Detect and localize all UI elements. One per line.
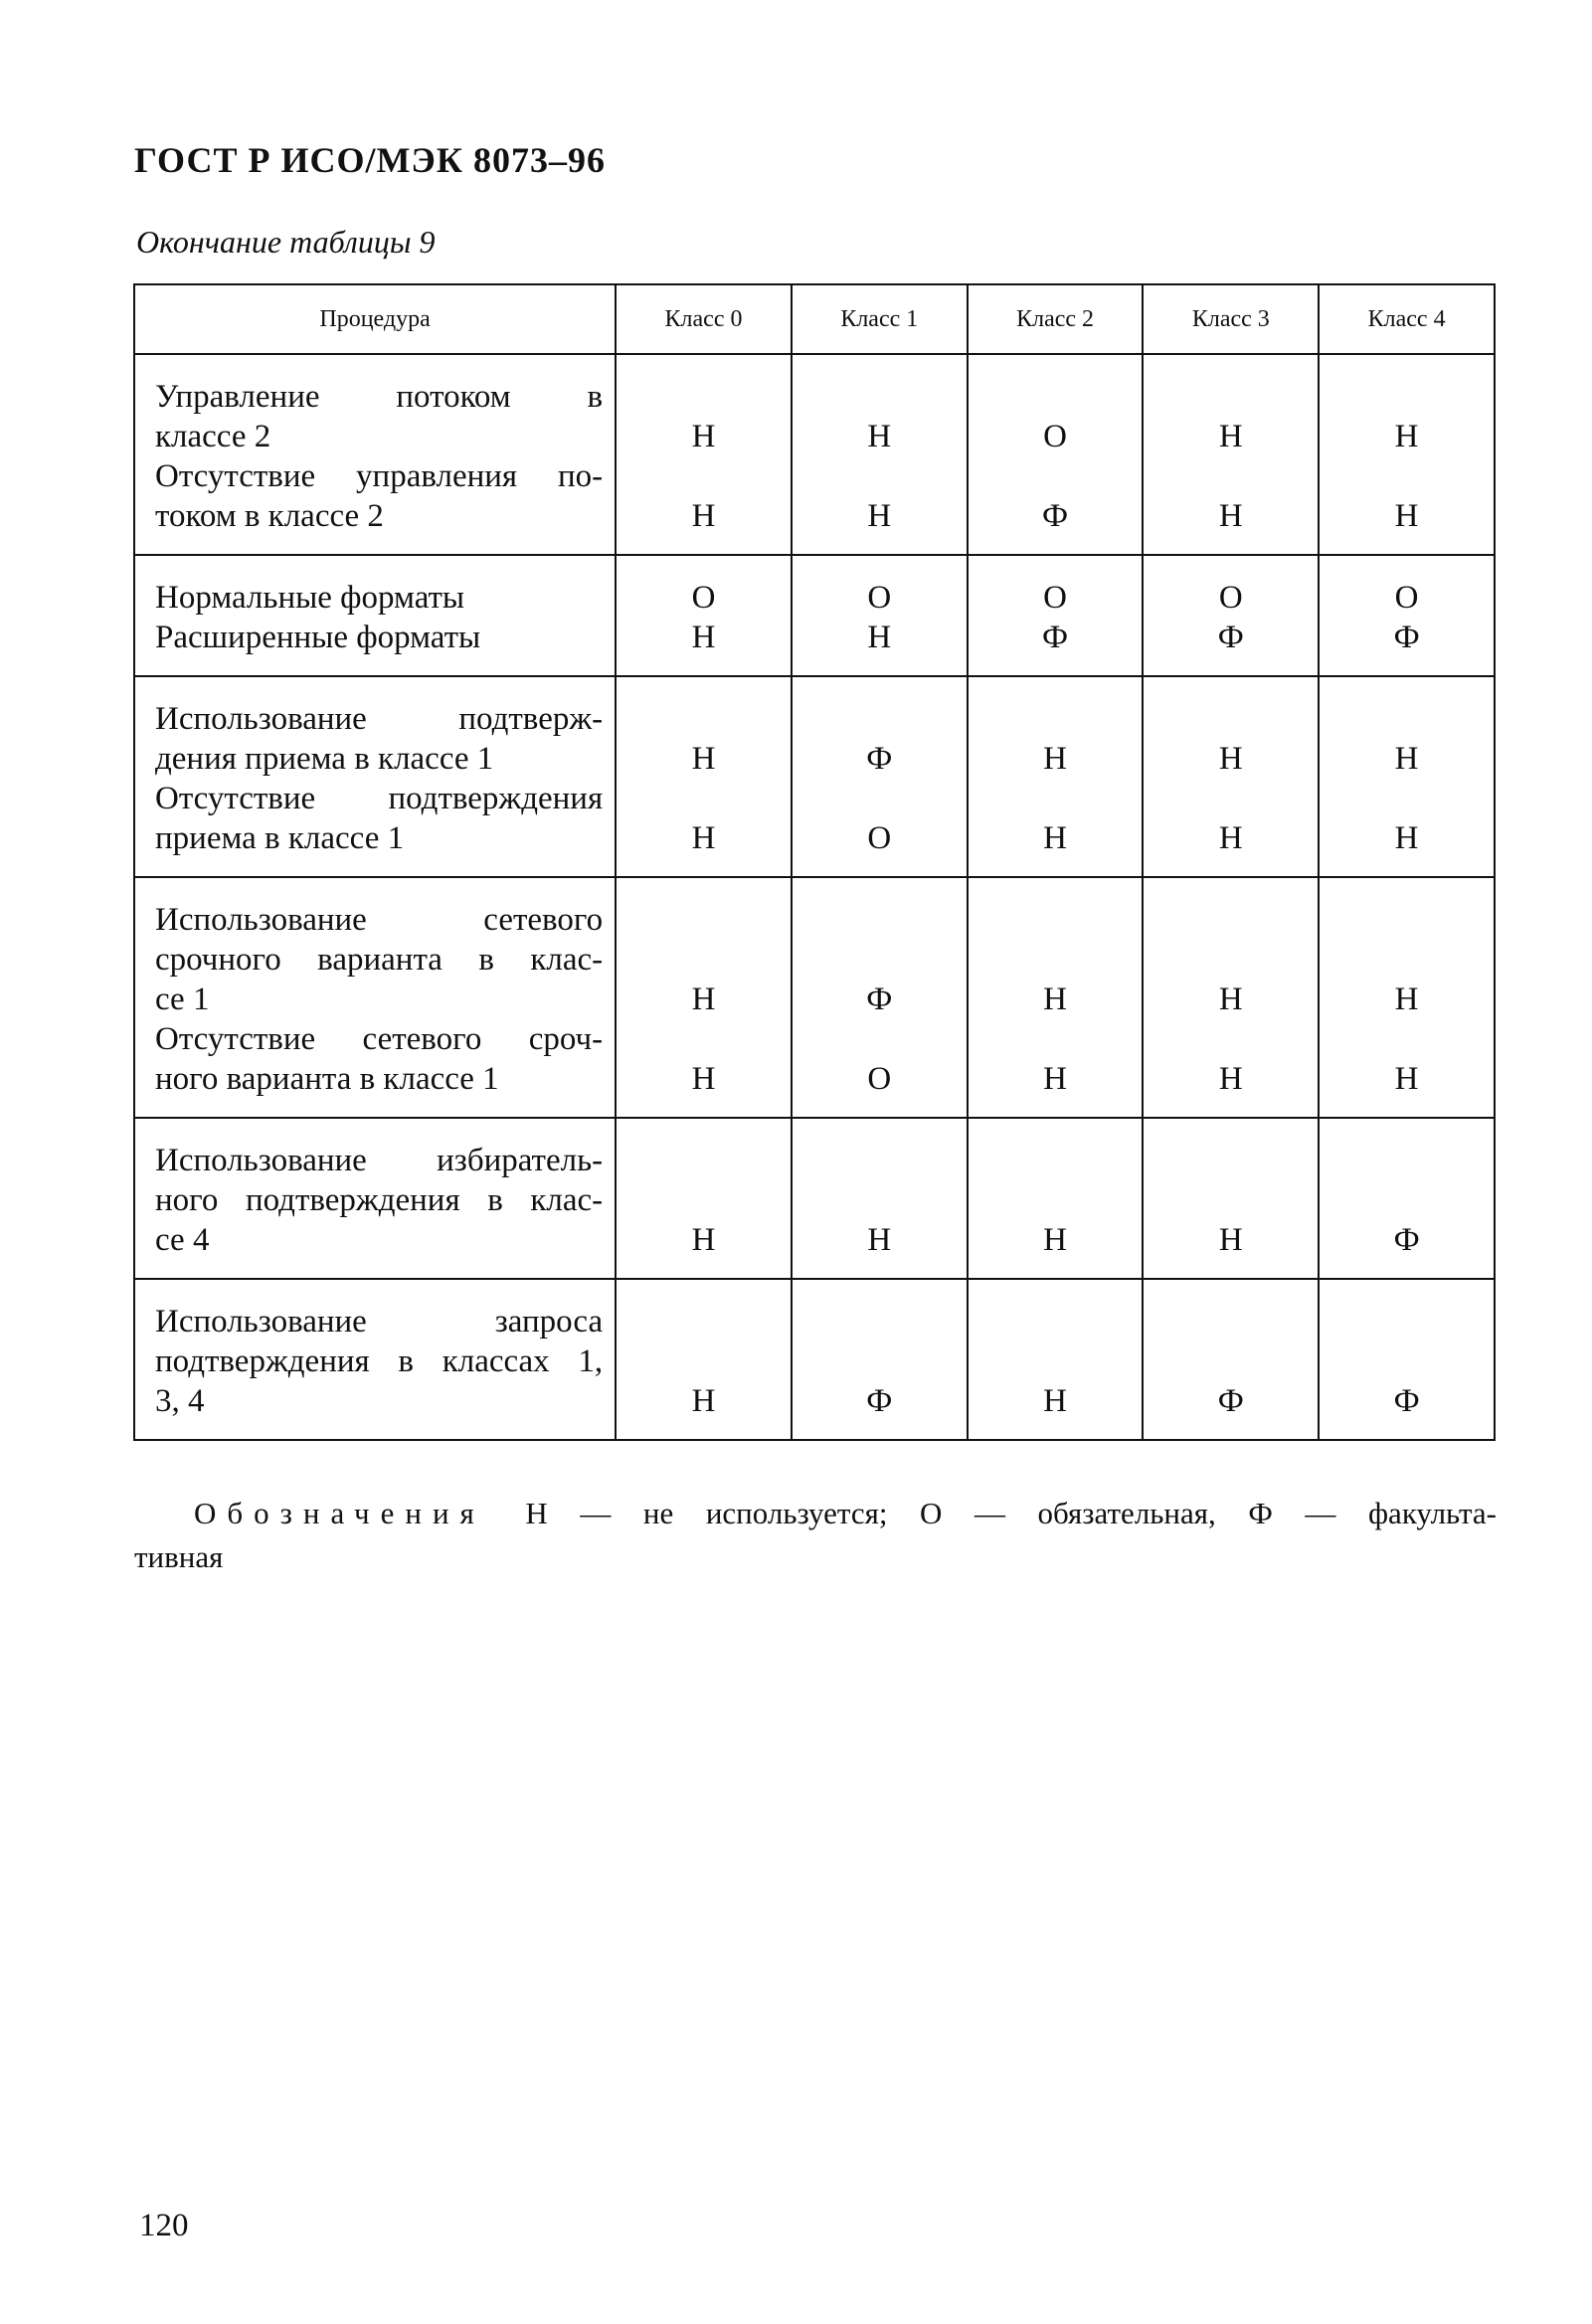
procedure-line: Расширенные форматы xyxy=(155,620,481,655)
class-value: Н xyxy=(691,620,716,655)
class-value: Н xyxy=(867,620,892,655)
class-4-cell xyxy=(1319,555,1495,676)
procedure-line: Управление потоком в xyxy=(155,379,604,415)
procedure-line: 3, 4 xyxy=(155,1383,205,1419)
legend-label: Обозначения xyxy=(194,1496,485,1530)
class-value xyxy=(969,940,1143,980)
class-value xyxy=(617,940,791,980)
class-value: Н xyxy=(1043,1383,1067,1419)
class-value: Н xyxy=(1043,1222,1067,1258)
legend-text-1: Н — не используется; О — обязательная, Ф — факульта- xyxy=(525,1496,1498,1530)
header-class-0: Класс 0 xyxy=(616,284,792,354)
procedure-line: срочного варианта в клас- xyxy=(155,942,604,978)
procedure-cell xyxy=(134,354,616,555)
header-class-2: Класс 2 xyxy=(968,284,1144,354)
class-value xyxy=(793,456,967,496)
procedure-line: Использование сетевого xyxy=(155,902,604,938)
class-value xyxy=(617,779,791,818)
class-value xyxy=(1144,1180,1318,1220)
class-value xyxy=(793,900,967,940)
class-value xyxy=(617,1341,791,1381)
class-2-cell xyxy=(968,354,1144,555)
class-value: Н xyxy=(1218,1061,1243,1097)
header-class-3: Класс 3 xyxy=(1143,284,1319,354)
procedure-class-table xyxy=(133,283,1496,1441)
class-value xyxy=(1320,1141,1494,1180)
class-value: Н xyxy=(1043,982,1067,1017)
class-value xyxy=(969,1019,1143,1059)
class-value: Н xyxy=(691,741,716,777)
class-value xyxy=(793,377,967,417)
procedure-cell xyxy=(134,1118,616,1279)
class-1-cell xyxy=(792,676,968,877)
procedure-line: Использование запроса xyxy=(155,1304,604,1340)
class-value xyxy=(1320,1302,1494,1341)
procedure-cell xyxy=(134,555,616,676)
class-value xyxy=(793,1019,967,1059)
class-0-cell xyxy=(616,676,792,877)
class-value xyxy=(969,456,1143,496)
class-0-cell xyxy=(616,1118,792,1279)
class-value xyxy=(617,377,791,417)
class-value xyxy=(969,1141,1143,1180)
class-value: Н xyxy=(1043,1061,1067,1097)
class-value: Н xyxy=(1394,1061,1419,1097)
procedure-line: се 1 xyxy=(155,982,210,1017)
class-value: Н xyxy=(691,419,716,454)
class-value: Ф xyxy=(1042,498,1069,534)
class-4-cell xyxy=(1319,1118,1495,1279)
class-value xyxy=(1144,1341,1318,1381)
class-value: Н xyxy=(1394,498,1419,534)
class-value: Н xyxy=(1218,820,1243,856)
class-value xyxy=(617,699,791,739)
table-row xyxy=(134,877,1495,1118)
procedure-line: подтверждения в классах 1, xyxy=(155,1343,604,1379)
class-value xyxy=(617,1180,791,1220)
class-value xyxy=(793,779,967,818)
class-3-cell xyxy=(1143,1279,1319,1440)
class-value: Ф xyxy=(1217,1383,1244,1419)
class-value xyxy=(793,1341,967,1381)
legend-line-1 xyxy=(134,1492,1497,1535)
class-value: Ф xyxy=(1393,620,1420,655)
class-value: Ф xyxy=(866,741,893,777)
procedure-line: Нормальные форматы xyxy=(155,580,465,616)
class-4-cell xyxy=(1319,877,1495,1118)
class-value: Н xyxy=(1218,982,1243,1017)
procedure-cell xyxy=(134,877,616,1118)
class-value: О xyxy=(691,580,716,616)
class-value: Н xyxy=(1394,982,1419,1017)
class-value: Н xyxy=(1218,1222,1243,1258)
header-class-4: Класс 4 xyxy=(1319,284,1495,354)
class-3-cell xyxy=(1143,877,1319,1118)
class-3-cell xyxy=(1143,354,1319,555)
class-value xyxy=(1144,1141,1318,1180)
class-value: Н xyxy=(691,820,716,856)
class-value xyxy=(793,1141,967,1180)
class-4-cell xyxy=(1319,676,1495,877)
table-row xyxy=(134,1118,1495,1279)
class-value xyxy=(1320,1180,1494,1220)
procedure-line: классе 2 xyxy=(155,419,271,454)
class-value: Н xyxy=(1043,820,1067,856)
procedure-line: ного подтверждения в клас- xyxy=(155,1182,604,1218)
procedure-line: се 4 xyxy=(155,1222,210,1258)
class-value xyxy=(1320,1341,1494,1381)
procedure-line: Использование подтверж- xyxy=(155,701,604,737)
class-2-cell xyxy=(968,676,1144,877)
table-caption: Окончание таблицы 9 xyxy=(136,224,436,260)
class-value: Ф xyxy=(1042,620,1069,655)
table-header-row xyxy=(134,284,1495,354)
class-value xyxy=(969,377,1143,417)
class-value: Н xyxy=(691,982,716,1017)
class-value: Н xyxy=(1394,741,1419,777)
class-value xyxy=(1320,456,1494,496)
header-procedure: Процедура xyxy=(134,284,616,354)
table-row xyxy=(134,1279,1495,1440)
class-value: Н xyxy=(691,1061,716,1097)
class-value xyxy=(1144,1302,1318,1341)
class-value xyxy=(969,900,1143,940)
class-4-cell xyxy=(1319,1279,1495,1440)
class-4-cell xyxy=(1319,354,1495,555)
class-value xyxy=(617,1302,791,1341)
procedure-line: Отсутствие управления по- xyxy=(155,458,604,494)
class-value xyxy=(1320,940,1494,980)
class-value xyxy=(969,1302,1143,1341)
class-1-cell xyxy=(792,354,968,555)
class-value xyxy=(1144,456,1318,496)
class-value xyxy=(969,1180,1143,1220)
class-value xyxy=(1320,377,1494,417)
class-value xyxy=(1320,779,1494,818)
class-value: О xyxy=(1043,580,1067,616)
class-value: Н xyxy=(1394,419,1419,454)
class-value: Н xyxy=(691,1383,716,1419)
class-value: О xyxy=(867,820,892,856)
class-value: О xyxy=(1218,580,1243,616)
legend-text-2: тивная xyxy=(134,1539,224,1574)
class-value xyxy=(1144,779,1318,818)
document-standard-header: ГОСТ Р ИСО/МЭК 8073–96 xyxy=(134,140,606,180)
class-1-cell xyxy=(792,877,968,1118)
class-value xyxy=(793,1302,967,1341)
class-value: Ф xyxy=(1393,1222,1420,1258)
class-value xyxy=(1320,900,1494,940)
class-value xyxy=(1320,1019,1494,1059)
procedure-cell xyxy=(134,1279,616,1440)
class-value: Н xyxy=(691,498,716,534)
procedure-line: Использование избиратель- xyxy=(155,1143,604,1178)
class-value: Н xyxy=(867,1222,892,1258)
legend-note xyxy=(134,1492,1497,1579)
class-value: Ф xyxy=(866,1383,893,1419)
procedure-line: Отсутствие сетевого сроч- xyxy=(155,1021,604,1057)
class-value xyxy=(617,1019,791,1059)
class-3-cell xyxy=(1143,555,1319,676)
class-value: О xyxy=(1043,419,1067,454)
class-3-cell xyxy=(1143,676,1319,877)
class-0-cell xyxy=(616,877,792,1118)
class-value xyxy=(1144,1019,1318,1059)
header-class-1: Класс 1 xyxy=(792,284,968,354)
class-value: Н xyxy=(1394,820,1419,856)
class-value xyxy=(793,940,967,980)
class-1-cell xyxy=(792,1118,968,1279)
table-body xyxy=(134,354,1495,1440)
procedure-line: ного варианта в классе 1 xyxy=(155,1061,499,1097)
procedure-line: приема в классе 1 xyxy=(155,820,405,856)
class-value: Н xyxy=(1218,419,1243,454)
class-2-cell xyxy=(968,1279,1144,1440)
class-value: О xyxy=(867,580,892,616)
class-value xyxy=(969,1341,1143,1381)
class-value xyxy=(793,1180,967,1220)
class-value: Н xyxy=(867,419,892,454)
class-value xyxy=(617,1141,791,1180)
class-value xyxy=(1144,377,1318,417)
class-value xyxy=(1320,699,1494,739)
page-number: 120 xyxy=(139,2208,189,2243)
class-2-cell xyxy=(968,1118,1144,1279)
class-1-cell xyxy=(792,1279,968,1440)
class-value xyxy=(1144,940,1318,980)
class-2-cell xyxy=(968,555,1144,676)
class-value xyxy=(617,900,791,940)
procedure-line: Отсутствие подтверждения xyxy=(155,781,604,816)
class-2-cell xyxy=(968,877,1144,1118)
class-0-cell xyxy=(616,354,792,555)
class-0-cell xyxy=(616,555,792,676)
class-value xyxy=(1144,699,1318,739)
table-row xyxy=(134,676,1495,877)
class-1-cell xyxy=(792,555,968,676)
class-value: Ф xyxy=(1217,620,1244,655)
class-value: О xyxy=(1394,580,1419,616)
class-value xyxy=(617,456,791,496)
class-value: О xyxy=(867,1061,892,1097)
class-3-cell xyxy=(1143,1118,1319,1279)
class-0-cell xyxy=(616,1279,792,1440)
class-value xyxy=(1144,900,1318,940)
class-value xyxy=(793,699,967,739)
procedure-line: дения приема в классе 1 xyxy=(155,741,494,777)
class-value: Н xyxy=(1043,741,1067,777)
class-value: Ф xyxy=(866,982,893,1017)
procedure-cell xyxy=(134,676,616,877)
class-value: Н xyxy=(1218,498,1243,534)
class-value xyxy=(969,779,1143,818)
procedure-line: током в классе 2 xyxy=(155,498,384,534)
table-row xyxy=(134,555,1495,676)
class-value: Ф xyxy=(1393,1383,1420,1419)
class-value: Н xyxy=(691,1222,716,1258)
table-row xyxy=(134,354,1495,555)
class-value xyxy=(969,699,1143,739)
class-value: Н xyxy=(1218,741,1243,777)
class-value: Н xyxy=(867,498,892,534)
